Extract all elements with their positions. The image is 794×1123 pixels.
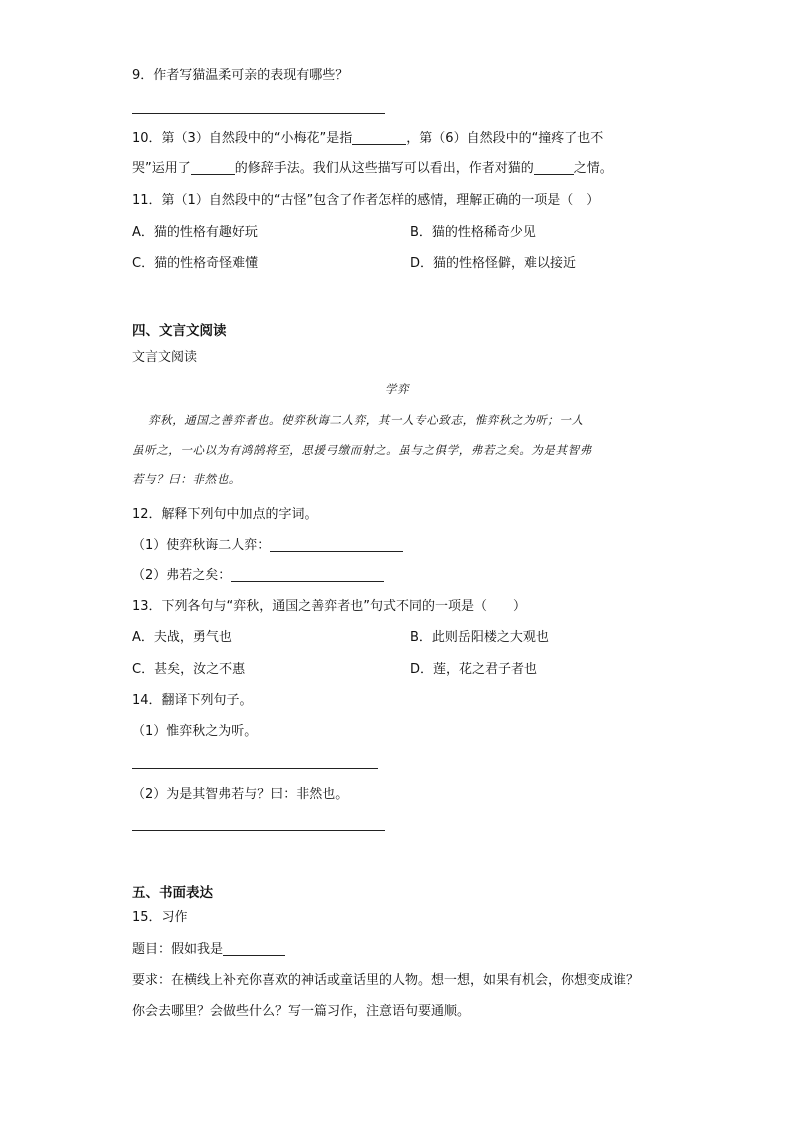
question-10-line-1 (132, 130, 603, 148)
q14-sub-2: （2）为是其智弗若与？曰：非然也。 (132, 787, 349, 802)
q11-option-c[interactable]: C．猫的性格奇怪难懂 (132, 256, 259, 271)
passage-title: 学弈 (384, 382, 410, 396)
q12-blank-2[interactable] (231, 567, 384, 582)
section-5-heading: 五、书面表达 (132, 885, 213, 901)
q10-text-4: 的修辞手法。我们从这些描写可以看出，作者对猫的 (234, 161, 534, 176)
question-11: 11．第（1）自然段中的“古怪”包含了作者怎样的感情，理解正确的一项是（ ） (132, 193, 600, 208)
answer-line-q14-2 (132, 830, 385, 831)
question-15: 15．习作 (132, 910, 188, 925)
q13-option-c[interactable]: C．甚矣，汝之不惠 (132, 662, 246, 677)
question-10-line-2 (132, 160, 613, 178)
q11-option-a[interactable]: A．猫的性格有趣好玩 (132, 225, 258, 240)
q15-topic (132, 941, 285, 959)
question-12: 12．解释下列句中加点的字词。 (132, 507, 318, 522)
q12-sub-2-text: （2）弗若之矣： (132, 568, 232, 583)
q13-option-b[interactable]: B．此则岳阳楼之大观也 (410, 630, 549, 645)
q10-text-2: ，第（6）自然段中的“撞疼了也不 (406, 131, 604, 146)
q10-blank-2[interactable] (191, 160, 235, 175)
q15-topic-blank[interactable] (223, 941, 285, 956)
q11-option-d[interactable]: D．猫的性格怪僻，难以接近 (410, 256, 577, 271)
q13-option-a[interactable]: A．夫战，勇气也 (132, 630, 232, 645)
answer-line-q14-1 (132, 768, 378, 769)
question-13: 13．下列各句与“弈秋，通国之善弈者也”句式不同的一项是（ ） (132, 599, 527, 614)
q13-option-d[interactable]: D．莲，花之君子者也 (410, 662, 538, 677)
section-4-heading: 四、文言文阅读 (132, 323, 227, 339)
q11-option-b[interactable]: B．猫的性格稀奇少见 (410, 225, 536, 240)
q10-text-1: 10．第（3）自然段中的“小梅花”是指 (132, 131, 353, 146)
q12-sub-1 (132, 537, 403, 555)
question-9: 9．作者写猫温柔可亲的表现有哪些？ (132, 68, 349, 83)
passage-line-2: 虽听之，一心以为有鸿鹄将至，思援弓缴而射之。虽与之俱学，弗若之矣。为是其智弗 (132, 443, 592, 457)
q15-topic-text: 题目：假如我是 (132, 942, 224, 957)
q15-requirement-line-1: 要求：在横线上补充你喜欢的神话或童话里的人物。想一想，如果有机会，你想变成谁？ (132, 973, 640, 988)
question-14: 14．翻译下列句子。 (132, 693, 253, 708)
q12-blank-1[interactable] (270, 537, 403, 552)
q10-text-5: 之情。 (573, 161, 613, 176)
passage-line-3: 若与？曰：非然也。 (132, 472, 241, 486)
q12-sub-2 (132, 567, 384, 585)
q12-sub-1-text: （1）使弈秋诲二人弈： (132, 538, 271, 553)
q15-requirement-line-2: 你会去哪里？会做些什么？写一篇习作，注意语句要通顺。 (132, 1004, 471, 1019)
q10-blank-1[interactable] (352, 130, 406, 145)
passage-line-1: 弈秋，通国之善弈者也。使弈秋诲二人弈，其一人专心致志，惟弈秋之为听；一人 (148, 413, 584, 427)
q14-sub-1: （1）惟弈秋之为听。 (132, 724, 258, 739)
q10-text-3: 哭”运用了 (132, 161, 191, 176)
answer-line-q9 (132, 113, 385, 114)
section-4-subheading: 文言文阅读 (132, 350, 198, 365)
q10-blank-3[interactable] (534, 160, 574, 175)
